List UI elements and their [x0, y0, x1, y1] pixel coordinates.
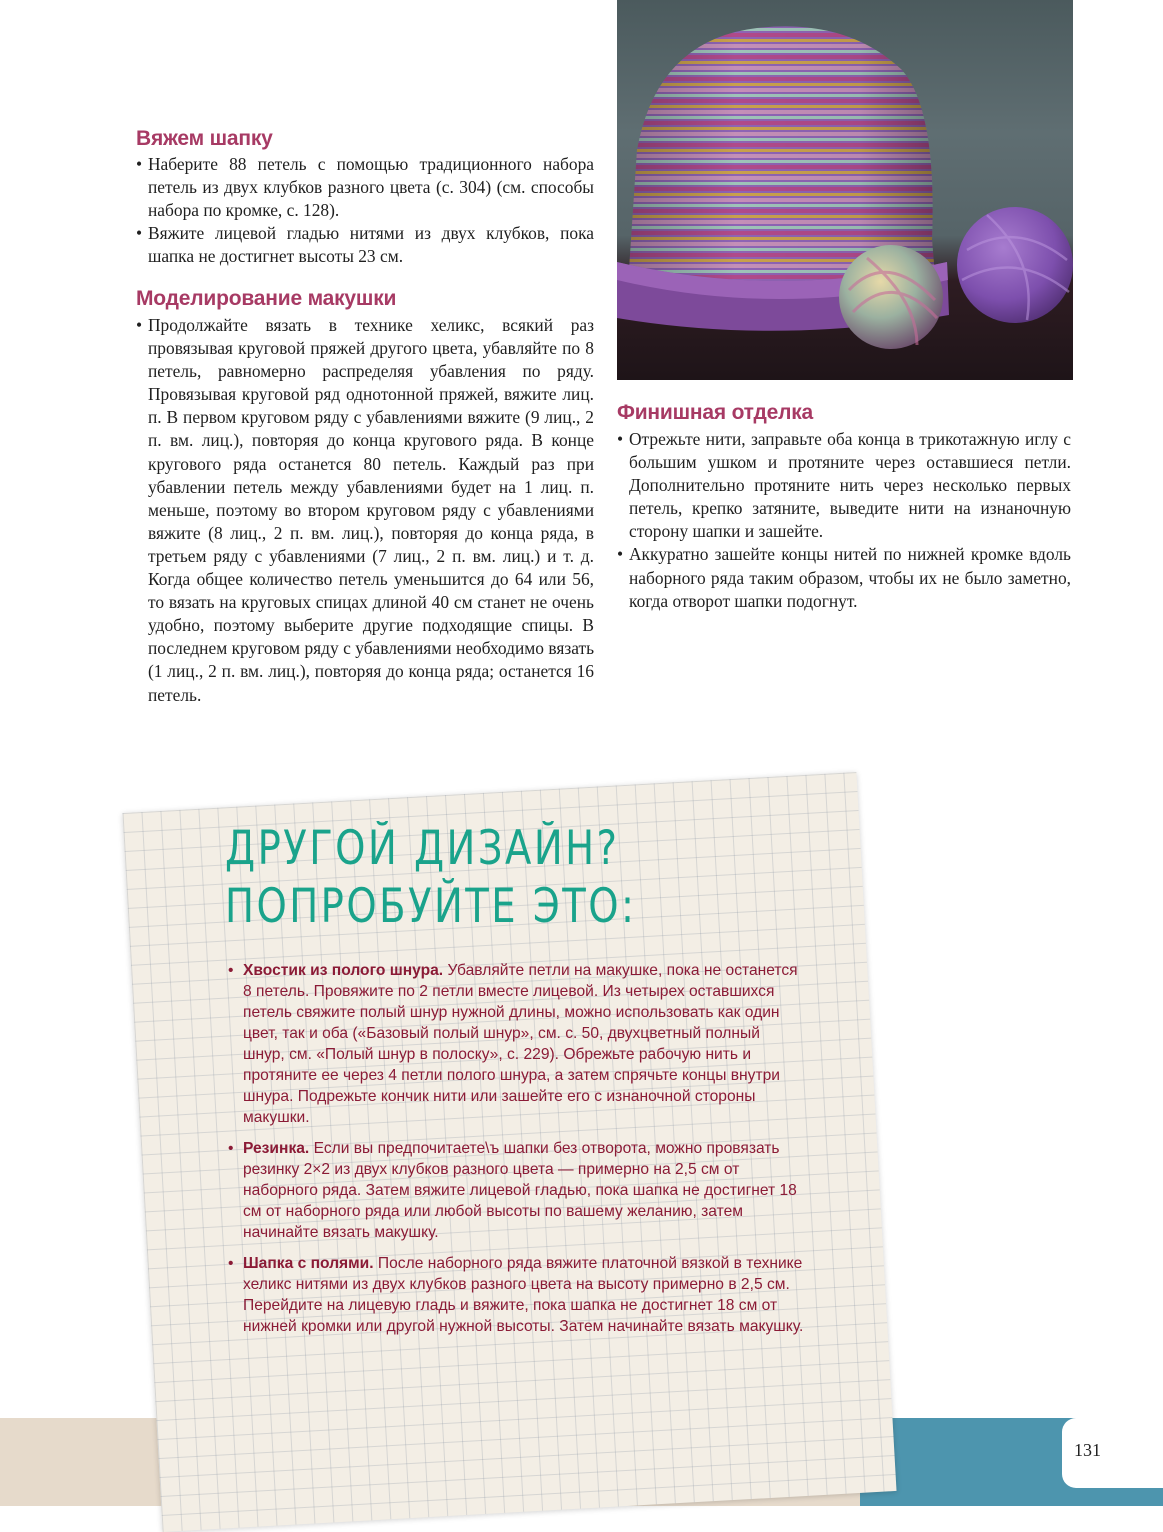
crown-heading: Моделирование макушки — [136, 287, 397, 310]
try-this-list — [225, 960, 805, 1337]
list-item — [225, 1138, 805, 1243]
item-title: Хвостик из полого шнура. — [243, 962, 444, 979]
list-item: • Продолжайте вязать в технике хеликс, всякий раз провязывая круговой пряжей другого цвета, убавляйте по 8 петель, равномерно распределяя убавления по ряду. Провязывая круговой ряд однотонной пряжей, вяжите лиц. п. В первом круговом ряду с убавлениями вяжите (9 лиц., 2 п. вм. лиц.), повторяя до конца кругового ряда. В конце кругового ряда останется 80 петель. Каждый раз при убавлении петель между убавлениями будет на 1 лиц. п. меньше, поэтому во втором круговом ряду с убавлениями вяжите (8 лиц., 2 п. вм. лиц.), повторяя до конца ряда, в третьем ряду с убавлениями (7 лиц., 2 п. вм. лиц.) и т. д. Когда общее количество петель уменьшится до 64 или 56, то вязать на круговых спицах длиной 40 см станет не очень удобно, поэтому выберите другие подходящие спицы. В последнем круговом ряду с убавлениями необходимо вязать (1 лиц., 2 п. вм. лиц.), повторяя до конца ряда; останется 16 петель. — [136, 314, 594, 707]
hat-photo — [617, 0, 1073, 380]
crown-list — [136, 314, 594, 707]
page-number: 131 — [1074, 1440, 1101, 1460]
list-item: • Вяжите лицевой гладью нитями из двух клубков, пока шапка не достигнет высоты 23 см. — [136, 222, 594, 268]
list-item: • Отрежьте нити, заправьте оба конца в трикотажную иглу с большим ушком и протяните через оставшиеся петли. Дополнительно протяните нить через несколько первых петель, крепко затяните, выведите нити на изнаночную сторону шапки и зашейте. — [617, 428, 1071, 543]
try-title-line1: ДРУГОЙ ДИЗАЙН? — [225, 821, 620, 876]
finishing-list — [617, 428, 1071, 613]
try-this-box — [225, 820, 805, 1347]
list-item: • Наберите 88 петель с помощью традиционного набора петель из двух клубков разного цвета (с. 304) (см. способы набора по кромке, с. 128). — [136, 153, 594, 222]
item-title: Резинка. — [243, 1140, 310, 1157]
list-item — [225, 960, 805, 1128]
finishing-heading: Финишная отделка — [617, 401, 814, 424]
try-title-line2: ПОПРОБУЙТЕ ЭТО: — [225, 879, 637, 934]
item-text: Если вы предпочитаете\ъ шапки без отворота, можно провязать резинку 2×2 из двух клубков разного цвета — примерно на 2,5 см от наборного ряда. Затем вяжите лицевой гладью, пока шапка не достигнет 18 см от наборного ряда или любой высоты по вашему желанию, затем начинайте вязать макушку. — [243, 1140, 797, 1241]
try-this-title — [225, 820, 701, 936]
knit-hat-list — [136, 153, 594, 268]
item-text: После наборного ряда вяжите платочной вязкой в технике хеликс нитями из двух клубков разного цвета на высоту примерно в 2,5 см. Перейдите на лицевую гладь и вяжите, пока шапка не достигнет 18 см от нижней кромки или другой нужной высоты. Затем начинайте вязать макушку. — [243, 1255, 804, 1335]
knit-hat-heading: Вяжем шапку — [136, 127, 273, 150]
list-item: • Аккуратно зашейте концы нитей по нижней кромке вдоль наборного ряда таким образом, чтобы их не было заметно, когда отворот шапки подогнут. — [617, 543, 1071, 612]
item-title: Шапка с полями. — [243, 1255, 374, 1272]
item-text: Убавляйте петли на макушке, пока не останется 8 петель. Провяжите по 2 петли вместе лицевой. Из четырех оставшихся петель свяжите полый шнур нужной длины, можно использовать как один цвет, так и оба («Базовый полый шнур», см. с. 50, двухцветный полный шнур, см. «Полый шнур в полоску», с. 229). Обрежьте рабочую нить и протяните ее через 4 петли полого шнура, а затем спрячьте концы внутри шнура. Подрежьте кончик нити или зашейте его с изнаночной стороны макушки. — [243, 962, 798, 1126]
list-item — [225, 1253, 805, 1337]
